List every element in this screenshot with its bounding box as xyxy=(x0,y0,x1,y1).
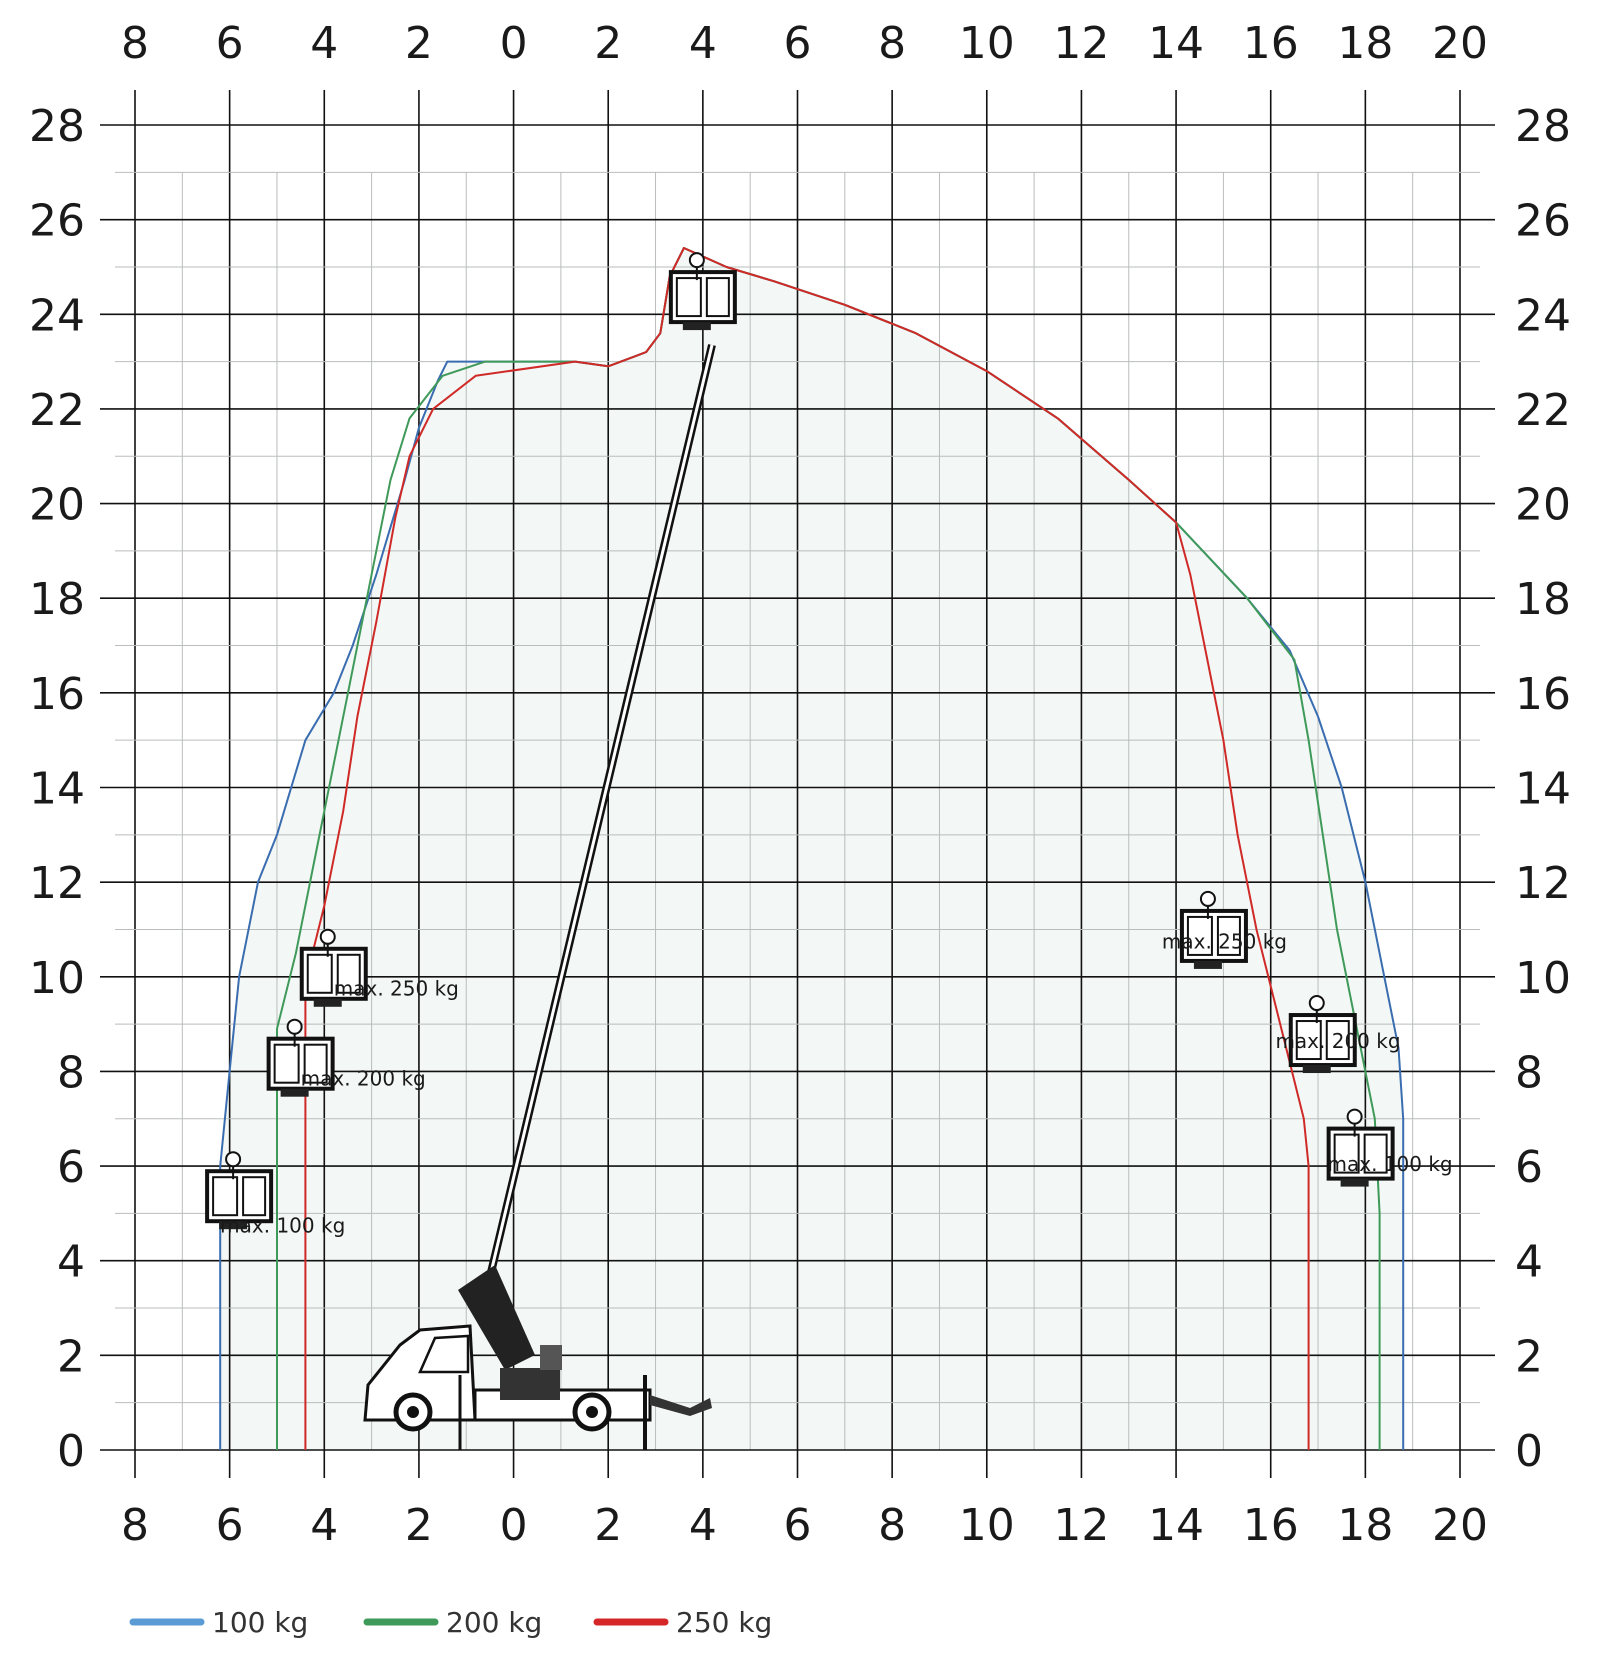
y-tick-label-left: 2 xyxy=(57,1331,85,1383)
basket-panel xyxy=(213,1177,237,1215)
y-tick-label-left: 28 xyxy=(29,101,85,152)
x-tick-label-bottom: 20 xyxy=(1432,1500,1488,1551)
basket-mount xyxy=(1303,1065,1331,1073)
x-tick-label-bottom: 6 xyxy=(783,1500,812,1551)
y-tick-label-right: 18 xyxy=(1515,574,1571,626)
turret xyxy=(500,1368,560,1400)
load-annotation: max. 100 kg xyxy=(1327,1151,1453,1176)
x-tick-label-top: 4 xyxy=(688,18,717,69)
basket-mount xyxy=(683,322,711,330)
worker-head-icon xyxy=(288,1020,302,1034)
y-tick-label-left: 10 xyxy=(29,952,85,1004)
x-tick-label-top: 2 xyxy=(594,18,623,69)
basket-panel xyxy=(243,1177,265,1215)
y-tick-label-left: 26 xyxy=(29,195,85,247)
rear-hub-icon xyxy=(586,1406,598,1418)
x-tick-label-bottom: 10 xyxy=(958,1500,1015,1551)
y-tick-label-right: 26 xyxy=(1515,195,1571,247)
y-tick-label-right: 24 xyxy=(1515,290,1571,342)
load-annotation: max. 250 kg xyxy=(1161,929,1287,954)
basket-panel xyxy=(677,278,701,316)
y-tick-label-right: 0 xyxy=(1515,1426,1543,1477)
x-tick-label-bottom: 6 xyxy=(215,1500,244,1551)
y-tick-label-left: 16 xyxy=(29,668,85,720)
y-tick-label-right: 10 xyxy=(1515,952,1571,1004)
x-tick-label-bottom: 14 xyxy=(1148,1500,1205,1551)
load-annotation: max. 100 kg xyxy=(220,1213,346,1238)
y-tick-label-left: 4 xyxy=(57,1236,85,1288)
basket-mount xyxy=(1194,961,1222,969)
basket-mount xyxy=(1341,1179,1369,1187)
x-tick-label-top: 2 xyxy=(404,18,433,69)
y-tick-label-right: 8 xyxy=(1515,1047,1543,1099)
y-tick-label-right: 22 xyxy=(1515,384,1571,436)
front-hub-icon xyxy=(407,1406,419,1418)
x-tick-label-top: 8 xyxy=(878,18,907,69)
x-tick-label-bottom: 4 xyxy=(688,1500,717,1551)
legend-label: 250 kg xyxy=(676,1606,773,1639)
x-tick-label-top: 8 xyxy=(121,18,149,69)
y-tick-label-left: 24 xyxy=(29,290,85,342)
x-tick-label-top: 20 xyxy=(1432,18,1488,69)
legend xyxy=(133,1606,772,1639)
x-tick-label-top: 6 xyxy=(215,18,244,69)
y-tick-label-right: 2 xyxy=(1515,1331,1543,1383)
y-tick-label-left: 6 xyxy=(57,1142,85,1194)
turret-column xyxy=(540,1345,562,1370)
y-tick-label-left: 8 xyxy=(57,1047,85,1099)
y-tick-label-right: 6 xyxy=(1515,1142,1543,1194)
y-tick-label-left: 0 xyxy=(57,1426,85,1477)
y-tick-label-right: 28 xyxy=(1515,101,1571,152)
x-tick-label-top: 10 xyxy=(958,18,1015,69)
legend-label: 100 kg xyxy=(212,1606,309,1639)
legend-label: 200 kg xyxy=(446,1606,543,1639)
y-tick-label-left: 12 xyxy=(29,858,85,910)
basket-panel xyxy=(308,955,332,993)
y-tick-label-left: 20 xyxy=(29,479,85,531)
x-tick-label-bottom: 12 xyxy=(1053,1500,1110,1551)
x-tick-label-top: 4 xyxy=(310,18,339,69)
load-annotation: max. 200 kg xyxy=(300,1066,426,1091)
worker-head-icon xyxy=(226,1152,240,1166)
y-tick-label-right: 16 xyxy=(1515,668,1571,720)
x-tick-label-top: 0 xyxy=(499,18,528,69)
x-tick-label-bottom: 8 xyxy=(878,1500,907,1551)
y-tick-label-left: 14 xyxy=(29,763,85,815)
worker-head-icon xyxy=(1310,996,1324,1010)
x-tick-label-top: 6 xyxy=(783,18,812,69)
basket-panel xyxy=(275,1045,299,1083)
x-tick-label-top: 16 xyxy=(1242,18,1299,69)
x-tick-label-bottom: 4 xyxy=(310,1500,339,1551)
x-tick-label-bottom: 2 xyxy=(594,1500,623,1551)
y-tick-label-right: 14 xyxy=(1515,763,1571,815)
load-annotation: max. 250 kg xyxy=(333,976,459,1001)
y-tick-label-right: 4 xyxy=(1515,1236,1543,1288)
y-tick-label-right: 12 xyxy=(1515,858,1571,910)
y-tick-label-left: 22 xyxy=(29,384,85,436)
x-tick-label-bottom: 2 xyxy=(404,1500,433,1551)
x-tick-label-bottom: 16 xyxy=(1242,1500,1299,1551)
worker-head-icon xyxy=(1201,892,1215,906)
worker-head-icon xyxy=(1348,1110,1362,1124)
x-tick-label-top: 12 xyxy=(1053,18,1110,69)
y-tick-label-right: 20 xyxy=(1515,479,1571,531)
x-tick-label-bottom: 18 xyxy=(1337,1500,1394,1551)
worker-head-icon xyxy=(321,930,335,944)
basket-panel xyxy=(707,278,729,316)
load-annotation: max. 200 kg xyxy=(1275,1028,1401,1053)
x-tick-label-bottom: 0 xyxy=(499,1500,528,1551)
x-tick-label-bottom: 8 xyxy=(121,1500,149,1551)
worker-head-icon xyxy=(690,253,704,267)
y-tick-label-left: 18 xyxy=(29,574,85,626)
x-tick-label-top: 18 xyxy=(1337,18,1394,69)
x-tick-label-top: 14 xyxy=(1148,18,1205,69)
